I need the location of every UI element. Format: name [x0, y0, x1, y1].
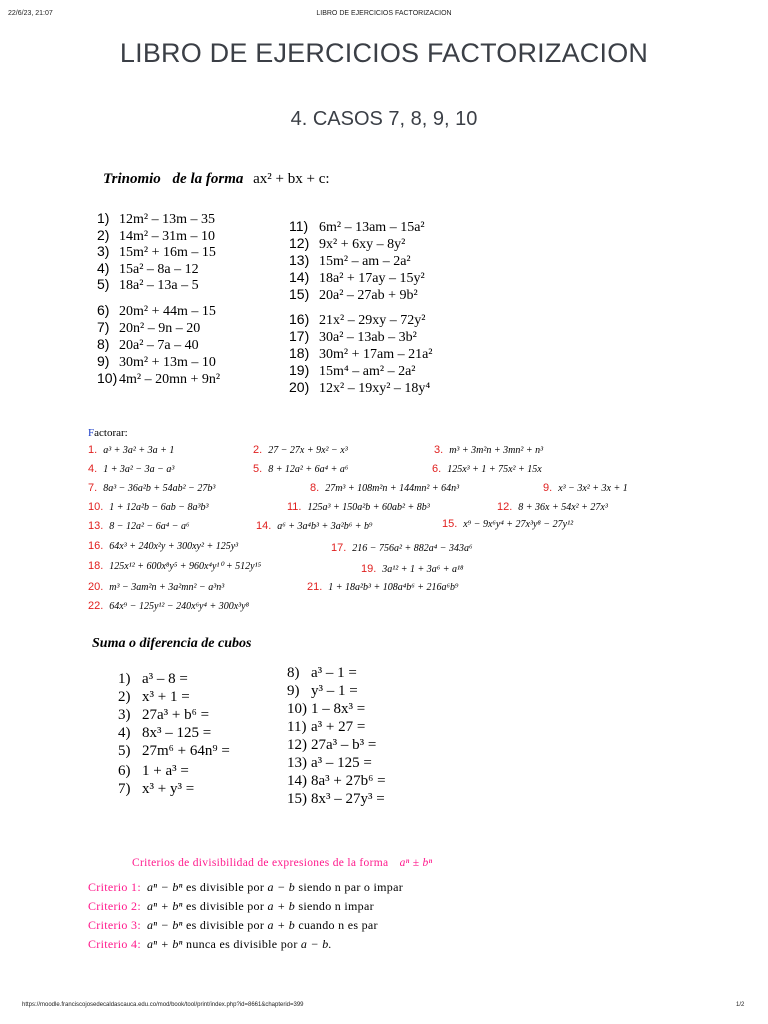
criterio-text: es divisible por: [182, 899, 268, 913]
item-expression: 8a³ + 27b⁶ =: [311, 773, 386, 789]
trinomio-item: [289, 311, 425, 329]
cubos-item: [118, 707, 209, 724]
trinomio-item: [97, 336, 199, 354]
print-datetime: 22/6/23, 21:07: [8, 10, 53, 17]
factorar-item: [88, 581, 224, 593]
item-number: 8): [97, 336, 110, 352]
item-number: 1): [118, 671, 131, 687]
item-expression: 15m⁴ – am² – 2a²: [319, 364, 416, 379]
trinomio-item: [97, 210, 215, 228]
factorar-item: [543, 482, 628, 494]
print-header-title: LIBRO DE EJERCICIOS FACTORIZACION: [316, 10, 452, 17]
criterio-label: Criterio 2:: [88, 899, 141, 913]
item-number: 11.: [287, 501, 302, 513]
trinomio-item: [97, 319, 200, 337]
criterio-divisor: a + b: [267, 918, 296, 932]
item-number: 9): [287, 683, 300, 699]
factorar-item: [331, 542, 473, 554]
criterio-text: es divisible por: [182, 880, 268, 894]
item-expression: 64x³ + 240x²y + 300xy² + 125y³: [109, 541, 239, 552]
criterio-condition: siendo n impar: [295, 899, 374, 913]
cubos-item: [287, 755, 372, 772]
cubos-item: [118, 763, 189, 780]
factorar-item: [361, 563, 464, 575]
item-expression: 4m² – 20mn + 9n²: [119, 372, 221, 387]
item-expression: x³ + y³ =: [142, 781, 195, 797]
item-expression: 30m² + 17am – 21a²: [319, 347, 433, 362]
factorar-item: [88, 540, 238, 552]
item-number: 6.: [432, 463, 442, 475]
item-number: 4): [97, 260, 110, 276]
item-expression: 125a³ + 150a²b + 60ab² + 8b³: [307, 502, 430, 513]
trinomio-item: [289, 379, 430, 397]
item-number: 3): [118, 707, 131, 723]
item-expression: 9x² + 6xy – 8y²: [319, 237, 406, 252]
item-expression: 27a³ – b³ =: [311, 737, 377, 753]
item-number: 6): [97, 302, 110, 318]
item-number: 4): [118, 725, 131, 741]
item-expression: 20n² – 9n – 20: [119, 321, 201, 336]
item-expression: 15m² – am – 2a²: [319, 254, 411, 269]
item-expression: 15a² – 8a – 12: [119, 262, 199, 277]
item-number: 12.: [497, 501, 513, 513]
item-expression: 21x² – 29xy – 72y²: [319, 313, 426, 328]
trinomio-item: [97, 243, 216, 261]
item-number: 1.: [88, 444, 98, 456]
criterio-expression: aⁿ + bⁿ: [146, 899, 183, 913]
item-expression: 12m² – 13m – 35: [119, 212, 215, 227]
cubos-item: [287, 665, 357, 682]
item-expression: 27a³ + b⁶ =: [142, 707, 210, 723]
item-expression: 20a² – 27ab + 9b²: [319, 288, 418, 303]
item-number: 5): [97, 276, 110, 292]
item-number: 11): [287, 719, 307, 735]
item-expression: a³ – 125 =: [311, 755, 372, 771]
factorar-label: Factorar:: [88, 427, 128, 439]
cubos-item: [287, 737, 376, 754]
trinomio-item: [289, 218, 425, 236]
item-number: 16.: [88, 540, 104, 552]
cubos-item: [118, 689, 190, 706]
item-number: 11): [289, 218, 309, 234]
trinomio-item: [289, 362, 415, 380]
trinomio-item: [289, 269, 425, 287]
item-number: 18): [289, 345, 310, 361]
factorar-item: [497, 501, 608, 513]
criterio-item: [88, 918, 378, 933]
item-number: 16): [289, 311, 310, 327]
factorar-item: [88, 501, 209, 513]
criterio-text: nunca es divisible por: [182, 937, 301, 951]
cubos-item: [118, 743, 230, 760]
item-expression: m³ + 3m²n + 3mn² + n³: [449, 445, 544, 456]
item-expression: a⁶ + 3a⁴b³ + 3a²b⁶ + b⁹: [277, 521, 373, 532]
item-number: 10): [97, 370, 118, 386]
cubos-item: [287, 791, 385, 808]
item-expression: a³ + 27 =: [311, 719, 366, 735]
item-number: 20): [289, 379, 310, 395]
criterio-item: [88, 899, 374, 914]
item-expression: 27 − 27x + 9x² − x³: [268, 445, 348, 456]
factorar-item: [310, 482, 459, 494]
item-expression: m³ − 3am²n + 3a²mn² − a³n³: [109, 582, 225, 593]
item-number: 2): [118, 689, 131, 705]
item-number: 3.: [434, 444, 444, 456]
factorar-item: [253, 463, 348, 475]
factorar-item: [434, 444, 543, 456]
criterio-label: Criterio 1:: [88, 880, 141, 894]
factorar-item: [432, 463, 542, 475]
item-number: 15.: [442, 518, 458, 530]
criterio-text: es divisible por: [182, 918, 268, 932]
chapter-subtitle: 4. CASOS 7, 8, 9, 10: [290, 108, 478, 130]
criterio-divisor: a + b: [267, 899, 296, 913]
criterios-heading: Criterios de divisibilidad de expresiones de la forma aⁿ ± bⁿ: [132, 857, 433, 869]
page-title: LIBRO DE EJERCICIOS FACTORIZACION: [119, 38, 649, 68]
factorar-item: [88, 600, 249, 612]
item-expression: y³ – 1 =: [311, 683, 358, 699]
criterio-item: [88, 937, 332, 952]
page-number: 1/2: [736, 1002, 745, 1008]
item-expression: 18a² + 17ay – 15y²: [319, 271, 425, 286]
item-number: 5): [118, 743, 131, 759]
trinomio-item: [289, 345, 433, 363]
item-expression: 1 – 8x³ =: [311, 701, 366, 717]
criterio-condition: siendo n par o impar: [295, 880, 404, 894]
criterio-item: [88, 880, 403, 895]
factorar-item: [442, 518, 573, 530]
item-number: 7): [118, 781, 131, 797]
item-expression: 1 + 18a²b³ + 108a⁴b⁶ + 216a⁶b⁹: [328, 582, 459, 593]
cubos-item: [287, 773, 386, 790]
item-expression: a³ + 3a² + 3a + 1: [103, 445, 175, 456]
trinomio-item: [97, 302, 216, 320]
item-number: 4.: [88, 463, 98, 475]
criterio-condition: cuando n es par: [295, 918, 378, 932]
cubos-heading: Suma o diferencia de cubos: [92, 636, 252, 651]
factorar-item: [88, 520, 190, 532]
factorar-item: [307, 581, 458, 593]
item-number: 9): [97, 353, 110, 369]
criterio-expression: aⁿ + bⁿ: [146, 937, 183, 951]
item-number: 5.: [253, 463, 263, 475]
item-number: 8): [287, 665, 300, 681]
factorar-item: [88, 560, 261, 572]
item-number: 10.: [88, 501, 104, 513]
trinomio-heading: Trinomio de la forma ax² + bx + c:: [103, 171, 330, 187]
item-expression: 27m⁶ + 64n⁹ =: [142, 743, 230, 759]
item-expression: 8a³ − 36a²b + 54ab² − 27b³: [103, 483, 216, 494]
trinomio-item: [289, 328, 417, 346]
item-number: 15): [287, 791, 307, 807]
item-expression: 20a² – 7a – 40: [119, 338, 199, 353]
item-number: 2): [97, 227, 110, 243]
item-number: 19.: [361, 563, 377, 575]
factorar-item: [253, 444, 348, 456]
item-number: 7.: [88, 482, 98, 494]
cubos-item: [287, 701, 365, 718]
item-number: 14.: [256, 520, 272, 532]
item-number: 17.: [331, 542, 347, 554]
criterio-label: Criterio 4:: [88, 937, 141, 951]
item-number: 1): [97, 210, 110, 226]
item-expression: 64x⁹ − 125y¹² − 240x⁶y⁴ + 300x³y⁸: [109, 601, 250, 612]
item-expression: 8 + 36x + 54x² + 27x³: [518, 502, 608, 513]
item-number: 13.: [88, 520, 104, 532]
item-expression: 15m² + 16m – 15: [119, 245, 216, 260]
item-expression: 3a¹² + 1 + 3a⁶ + a¹⁸: [382, 564, 464, 575]
item-expression: x⁹ − 9x⁶y⁴ + 27x³y⁸ − 27y¹²: [463, 519, 574, 530]
factorar-item: [287, 501, 430, 513]
item-number: 19): [289, 362, 310, 378]
trinomio-item: [97, 353, 216, 371]
print-url: https://moodle.franciscojosedecaldascauca.edu.co/mod/book/tool/print/index.php?id=8661&chapterid=399: [22, 1002, 304, 1008]
factorar-item: [256, 520, 372, 532]
item-expression: 8x³ – 27y³ =: [311, 791, 385, 807]
cubos-item: [287, 719, 365, 736]
item-expression: 14m² – 31m – 10: [119, 229, 215, 244]
item-expression: 8 − 12a² − 6a⁴ − a⁶: [109, 521, 190, 532]
trinomio-item: [289, 235, 405, 253]
trinomio-item: [289, 252, 411, 270]
criterio-expression: aⁿ − bⁿ: [146, 880, 183, 894]
criterio-expression: aⁿ − bⁿ: [146, 918, 183, 932]
trinomio-item: [289, 286, 418, 304]
item-number: 6): [118, 763, 131, 779]
item-expression: 20m² + 44m – 15: [119, 304, 216, 319]
item-expression: 12x² – 19xy² – 18y⁴: [319, 381, 431, 396]
criterio-label: Criterio 3:: [88, 918, 141, 932]
factorar-item: [88, 482, 215, 494]
item-number: 22.: [88, 600, 104, 612]
item-number: 14): [289, 269, 310, 285]
item-expression: 8x³ – 125 =: [142, 725, 212, 741]
factorar-item: [88, 444, 174, 456]
item-number: 3): [97, 243, 110, 259]
item-number: 20.: [88, 581, 104, 593]
item-expression: 125x³ + 1 + 75x² + 15x: [447, 464, 542, 475]
item-expression: 30m² + 13m – 10: [119, 355, 216, 370]
item-expression: 125x¹² + 600x⁸y⁵ + 960x⁴y¹⁰ + 512y¹⁵: [109, 561, 262, 572]
item-expression: 8 + 12a² + 6a⁴ + a⁶: [268, 464, 349, 475]
cubos-item: [118, 725, 211, 742]
item-expression: 1 + a³ =: [142, 763, 189, 779]
item-number: 9.: [543, 482, 553, 494]
item-number: 10): [287, 701, 307, 717]
item-expression: x³ − 3x² + 3x + 1: [558, 483, 628, 494]
item-number: 21.: [307, 581, 323, 593]
item-number: 2.: [253, 444, 263, 456]
item-number: 12): [289, 235, 310, 251]
item-number: 13): [289, 252, 310, 268]
trinomio-item: [97, 370, 220, 388]
item-expression: a³ – 1 =: [311, 665, 357, 681]
item-expression: a³ – 8 =: [142, 671, 188, 687]
item-expression: 30a² – 13ab – 3b²: [319, 330, 417, 345]
item-expression: 18a² – 13a – 5: [119, 278, 199, 293]
item-expression: 6m² – 13am – 15a²: [319, 220, 425, 235]
item-number: 18.: [88, 560, 104, 572]
criterio-divisor: a − b: [267, 880, 296, 894]
item-number: 12): [287, 737, 307, 753]
item-number: 17): [289, 328, 310, 344]
item-number: 13): [287, 755, 307, 771]
cubos-item: [287, 683, 358, 700]
criterio-divisor: a − b.: [300, 937, 332, 951]
item-expression: 1 + 3a² − 3a − a³: [103, 464, 175, 475]
item-number: 7): [97, 319, 110, 335]
item-number: 15): [289, 286, 310, 302]
item-expression: 27m³ + 108m²n + 144mn² + 64n³: [325, 483, 460, 494]
item-number: 14): [287, 773, 307, 789]
cubos-item: [118, 671, 188, 688]
factorar-item: [88, 463, 174, 475]
cubos-item: [118, 781, 194, 798]
item-expression: 1 + 12a²b − 6ab − 8a³b³: [109, 502, 209, 513]
item-expression: 216 − 756a² + 882a⁴ − 343a⁶: [352, 543, 473, 554]
item-number: 8.: [310, 482, 320, 494]
trinomio-item: [97, 276, 199, 294]
item-expression: x³ + 1 =: [142, 689, 190, 705]
